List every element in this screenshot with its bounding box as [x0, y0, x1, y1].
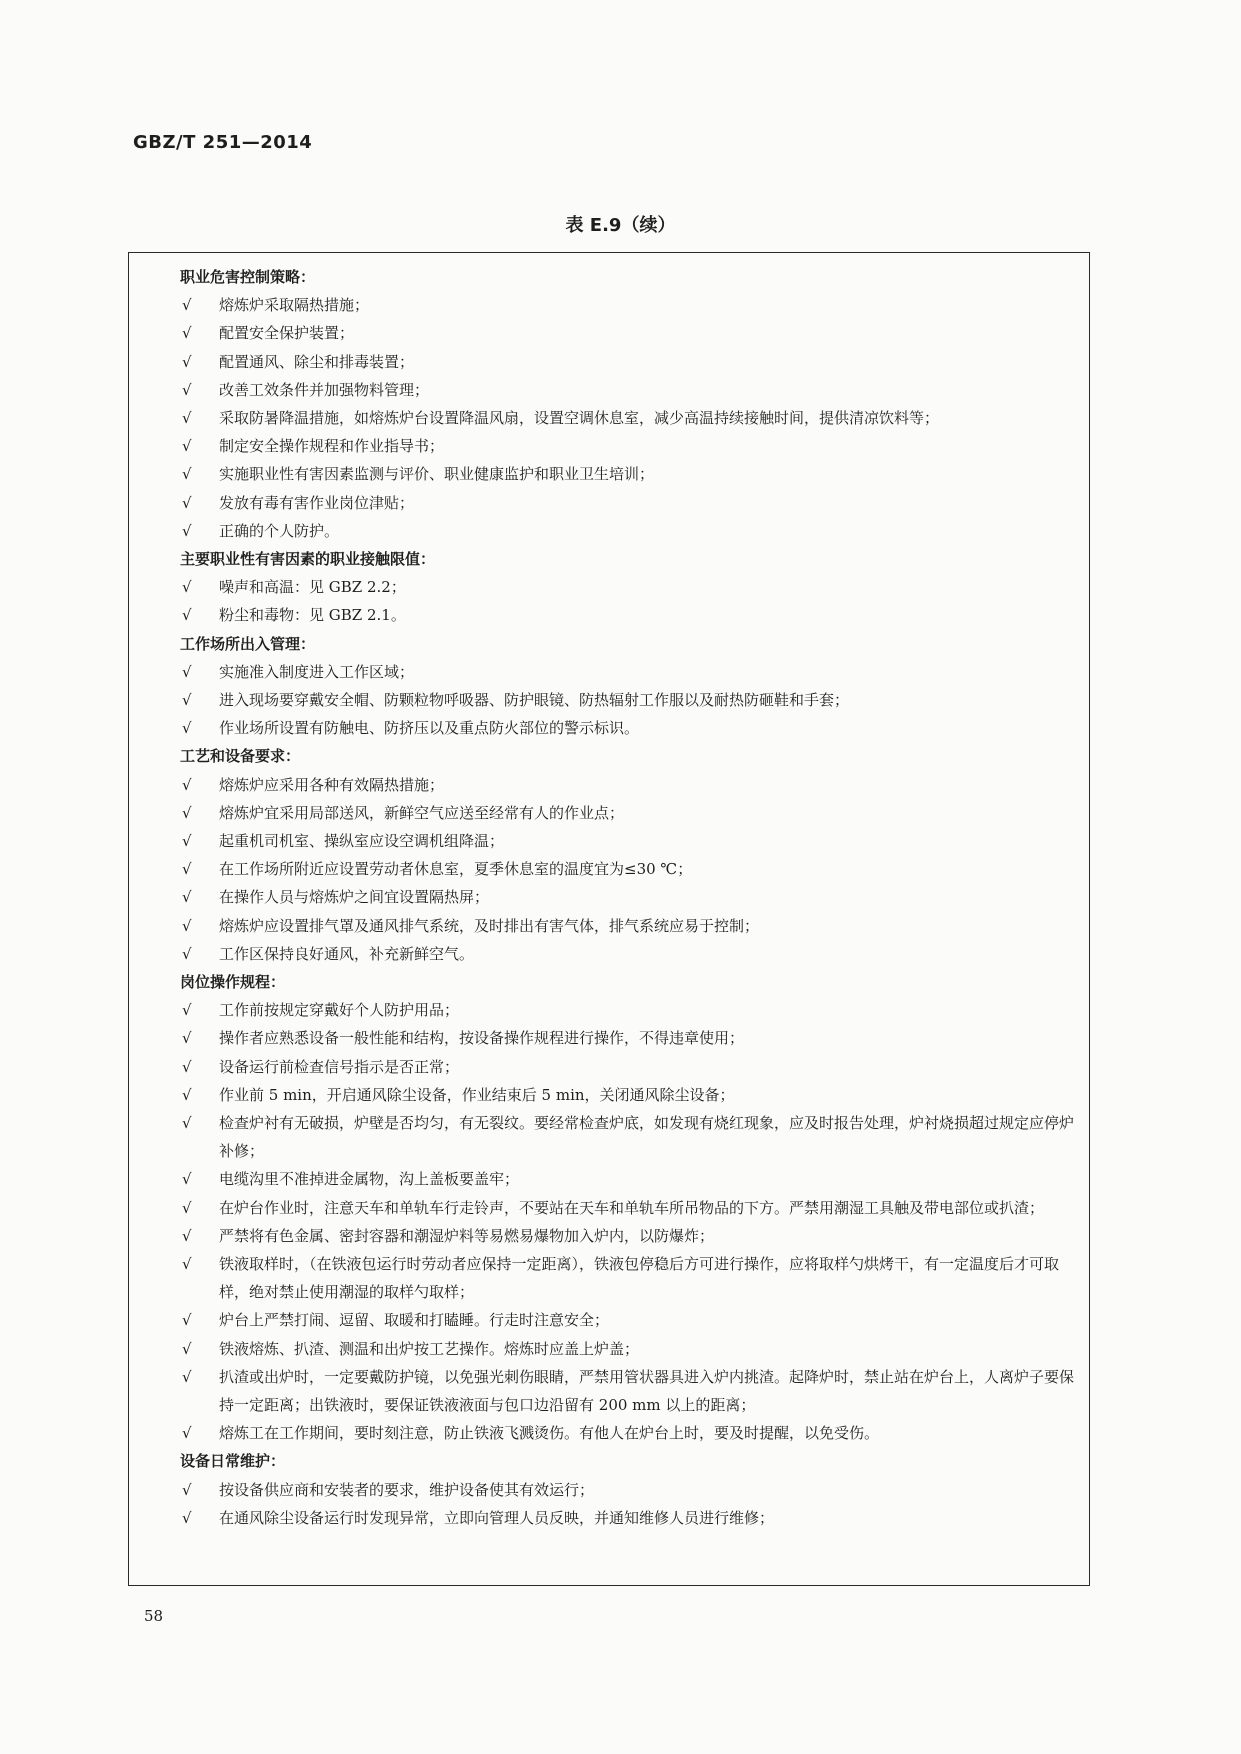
checkmark-icon: √ — [182, 606, 192, 625]
check-item-text: 作业前 5 min，开启通风除尘设备，作业结束后 5 min，关闭通风除尘设备； — [219, 1085, 735, 1104]
check-item — [180, 573, 1076, 601]
checkmark-icon: √ — [182, 521, 192, 540]
check-item-text: 正确的个人防护。 — [219, 521, 340, 540]
check-item — [180, 1053, 1076, 1081]
check-item — [180, 883, 1076, 911]
check-item-text: 在操作人员与熔炼炉之间宜设置隔热屏； — [219, 888, 490, 907]
check-item — [180, 1250, 1076, 1306]
checkmark-icon: √ — [182, 437, 192, 456]
check-item-text: 炉台上严禁打闹、逗留、取暖和打瞌睡。行走时注意安全； — [219, 1311, 610, 1330]
checkmark-icon: √ — [182, 691, 192, 709]
check-item — [180, 432, 1076, 460]
check-item-text: 熔炼炉应采用各种有效隔热措施； — [219, 775, 445, 794]
check-item — [180, 1222, 1076, 1250]
check-item-text: 设备运行前检查信号指示是否正常； — [219, 1057, 460, 1076]
checkmark-icon: √ — [182, 916, 192, 935]
checkmark-icon: √ — [182, 1114, 192, 1133]
check-item — [180, 1165, 1076, 1193]
check-item-text: 扒渣或出炉时，一定要戴防护镜，以免强光刺伤眼睛，严禁用管状器具进入炉内挑渣。起降炉时，禁止站在炉台上，人离炉子要保持一定距离；出铁液时，要保证铁液液面与包口边沿留有 200 mm 以上的距离； — [219, 1367, 1075, 1415]
check-item-text: 改善工效条件并加强物料管理； — [219, 380, 430, 399]
check-item — [180, 771, 1076, 799]
check-item — [180, 686, 1076, 714]
checkmark-icon: √ — [182, 719, 192, 738]
check-item-text: 铁液熔炼、扒渣、测温和出炉按工艺操作。熔炼时应盖上炉盖； — [219, 1339, 640, 1358]
checkmark-icon: √ — [182, 662, 192, 681]
check-item — [180, 1419, 1076, 1447]
check-item-text: 实施准入制度进入工作区域； — [219, 662, 415, 681]
check-item-text: 配置安全保护装置； — [219, 324, 355, 343]
check-item — [180, 489, 1076, 517]
check-item — [180, 1504, 1076, 1532]
check-item — [180, 1081, 1076, 1109]
section-heading: 设备日常维护： — [180, 1452, 286, 1471]
checkmark-icon: √ — [182, 803, 192, 822]
checkmark-icon: √ — [182, 1057, 192, 1076]
checkmark-icon: √ — [182, 1480, 192, 1499]
checkmark-icon: √ — [182, 1508, 192, 1527]
checkmark-icon: √ — [182, 352, 192, 371]
checkmark-icon: √ — [182, 1029, 192, 1048]
checkmark-icon: √ — [182, 1085, 192, 1104]
check-item-text: 发放有毒有害作业岗位津贴； — [219, 493, 415, 512]
check-item-text: 在通风除尘设备运行时发现异常，立即向管理人员反映，并通知维修人员进行维修； — [219, 1508, 775, 1527]
check-item — [180, 1335, 1076, 1363]
check-item — [180, 1024, 1076, 1052]
check-item — [180, 404, 1076, 432]
section-heading: 主要职业性有害因素的职业接触限值： — [180, 550, 436, 569]
checkmark-icon: √ — [182, 1001, 192, 1020]
check-item-text: 配置通风、除尘和排毒装置； — [219, 352, 415, 371]
check-item — [180, 799, 1076, 827]
check-item-text: 粉尘和毒物：见 GBZ 2.1。 — [219, 606, 406, 625]
check-item-text: 在炉台作业时，注意天车和单轨车行走铃声，不要站在天车和单轨车所吊物品的下方。严禁用潮湿工具触及带电部位或扒渣； — [219, 1198, 1045, 1217]
check-item-text: 熔炼炉应设置排气罩及通风排气系统，及时排出有害气体，排气系统应易于控制； — [219, 916, 760, 935]
checkmark-icon: √ — [182, 465, 192, 484]
checkmark-icon: √ — [182, 1255, 192, 1274]
check-item — [180, 827, 1076, 855]
check-item — [180, 658, 1076, 686]
check-item-text: 熔炼炉采取隔热措施； — [219, 296, 370, 315]
section-heading: 工艺和设备要求： — [180, 747, 301, 766]
check-item-text: 电缆沟里不准掉进金属物，沟上盖板要盖牢； — [219, 1170, 520, 1189]
checkmark-icon: √ — [182, 409, 192, 427]
check-item-text: 铁液取样时，（在铁液包运行时劳动者应保持一定距离），铁液包停稳后方可进行操作，应将取样勺烘烤干，有一定温度后才可取样，绝对禁止使用潮湿的取样勺取样； — [219, 1255, 1060, 1302]
check-item — [180, 940, 1076, 968]
checkmark-icon: √ — [182, 832, 192, 850]
check-item-text: 进入现场要穿戴安全帽、防颗粒物呼吸器、防护眼镜、防热辐射工作服以及耐热防砸鞋和手套； — [219, 691, 850, 709]
checkmark-icon: √ — [182, 1226, 192, 1245]
table-content-box — [128, 252, 1090, 1586]
page-number: 58 — [144, 1607, 164, 1625]
section-heading: 职业危害控制策略： — [180, 268, 316, 286]
checkmark-icon: √ — [182, 1170, 192, 1189]
check-item — [180, 319, 1076, 347]
checkmark-icon: √ — [182, 324, 192, 343]
check-item — [180, 601, 1076, 629]
check-item-text: 操作者应熟悉设备一般性能和结构，按设备操作规程进行操作，不得违章使用； — [219, 1029, 745, 1048]
check-item — [180, 460, 1076, 488]
check-item-text: 工作区保持良好通风，补充新鲜空气。 — [219, 944, 475, 963]
check-item — [180, 855, 1076, 883]
checkmark-icon: √ — [182, 860, 192, 879]
check-item-text: 检查炉衬有无破损，炉壁是否均匀，有无裂纹。要经常检查炉底，如发现有烧红现象，应及时报告处理，炉衬烧损超过规定应停炉补修； — [219, 1114, 1075, 1161]
checkmark-icon: √ — [182, 1339, 192, 1358]
check-item — [180, 996, 1076, 1024]
check-item — [180, 517, 1076, 545]
check-item-text: 熔炼工在工作期间，要时刻注意，防止铁液飞溅烫伤。有他人在炉台上时，要及时提醒，以免受伤。 — [219, 1424, 880, 1443]
checkmark-icon: √ — [182, 578, 192, 597]
table-caption: 表 E.9（续） — [565, 215, 676, 236]
checkmark-icon: √ — [182, 1198, 192, 1217]
section-heading: 岗位操作规程： — [180, 973, 286, 992]
checkmark-icon: √ — [182, 1424, 192, 1443]
check-item — [180, 376, 1076, 404]
check-item — [180, 714, 1076, 742]
section-heading: 工作场所出入管理： — [180, 634, 316, 653]
checkmark-icon: √ — [182, 944, 192, 963]
check-item — [180, 912, 1076, 940]
check-item-text: 作业场所设置有防触电、防挤压以及重点防火部位的警示标识。 — [219, 719, 640, 738]
check-item-text: 在工作场所附近应设置劳动者休息室，夏季休息室的温度宜为≤30 ℃； — [219, 860, 693, 879]
check-item-text: 实施职业性有害因素监测与评价、职业健康监护和职业卫生培训； — [219, 465, 655, 484]
check-item-text: 噪声和高温：见 GBZ 2.2； — [219, 578, 406, 597]
check-item — [180, 1476, 1076, 1504]
check-item-text: 采取防暑降温措施，如熔炼炉台设置降温风扇，设置空调休息室，减少高温持续接触时间，提供清凉饮料等； — [219, 409, 940, 427]
check-item — [180, 348, 1076, 376]
checkmark-icon: √ — [182, 775, 192, 794]
check-item — [180, 1363, 1076, 1419]
check-item — [180, 1306, 1076, 1334]
check-item-text: 制定安全操作规程和作业指导书； — [219, 437, 445, 456]
checkmark-icon: √ — [182, 493, 192, 512]
checkmark-icon: √ — [182, 1367, 192, 1386]
check-item-text: 严禁将有色金属、密封容器和潮湿炉料等易燃易爆物加入炉内，以防爆炸； — [219, 1226, 715, 1245]
checkmark-icon: √ — [182, 1311, 192, 1330]
table-content — [180, 263, 1076, 1532]
check-item-text: 按设备供应商和安装者的要求，维护设备使其有效运行； — [219, 1480, 595, 1499]
check-item — [180, 291, 1076, 319]
check-item — [180, 1109, 1076, 1165]
checkmark-icon: √ — [182, 888, 192, 907]
checkmark-icon: √ — [182, 296, 192, 315]
check-item-text: 工作前按规定穿戴好个人防护用品； — [219, 1001, 460, 1020]
checkmark-icon: √ — [182, 380, 192, 399]
check-item — [180, 1194, 1076, 1222]
standard-code: GBZ/T 251—2014 — [133, 132, 313, 153]
check-item-text: 熔炼炉宜采用局部送风，新鲜空气应送至经常有人的作业点； — [219, 803, 625, 822]
check-item-text: 起重机司机室、操纵室应设空调机组降温； — [219, 832, 505, 850]
